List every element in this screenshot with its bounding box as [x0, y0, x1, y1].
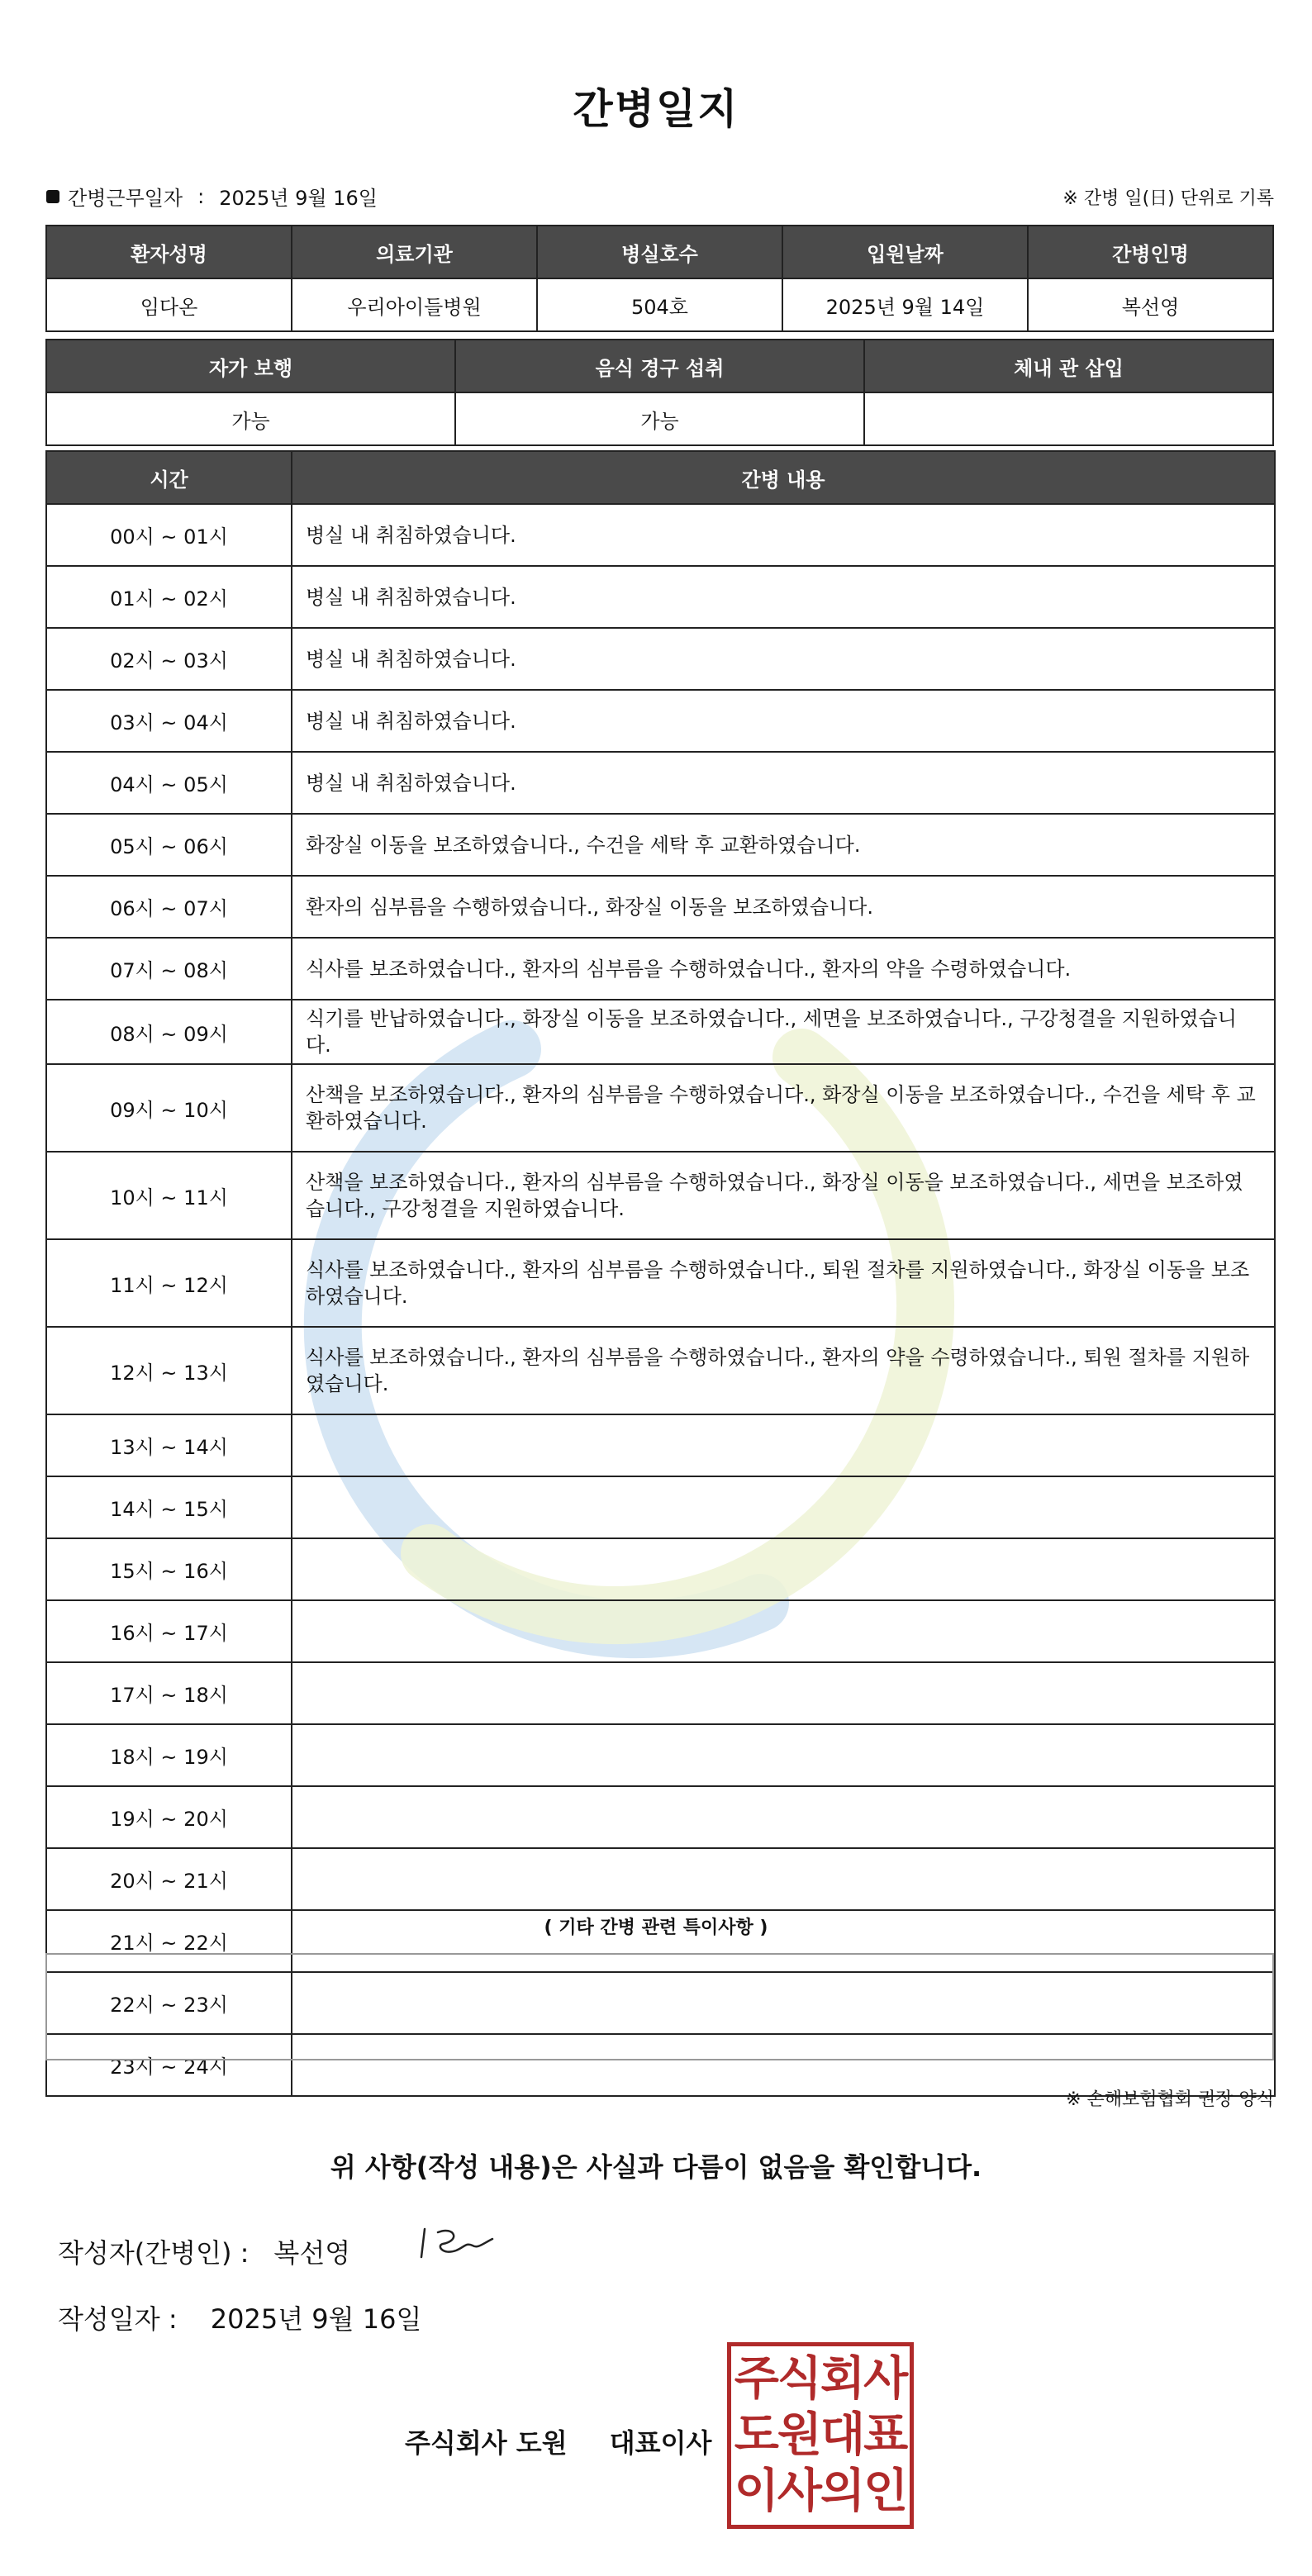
- header-oral-intake: 음식 경구 섭취: [455, 340, 864, 392]
- room-number: 504호: [537, 278, 782, 331]
- row-time: 10시 ~ 11시: [46, 1152, 292, 1239]
- row-time: 05시 ~ 06시: [46, 814, 292, 876]
- table-row: [46, 814, 1275, 876]
- table-row: [46, 690, 1275, 752]
- work-date-value: 2025년 9월 16일: [219, 187, 378, 210]
- seal-line: 도원대표: [734, 2408, 907, 2462]
- confirmation-statement: 위 사항(작성 내용)은 사실과 다름이 없음을 확인합니다.: [330, 2151, 982, 2183]
- row-content: [292, 1414, 1275, 1476]
- table-row: [46, 1476, 1275, 1538]
- row-content: [292, 1786, 1275, 1848]
- patient-info-table: [45, 225, 1274, 332]
- row-time: 13시 ~ 14시: [46, 1414, 292, 1476]
- row-time: 09시 ~ 10시: [46, 1064, 292, 1152]
- company-seal-icon: [727, 2342, 914, 2529]
- header-care-content: 간병 내용: [292, 451, 1275, 504]
- table-row: [46, 1786, 1275, 1848]
- row-time: 21시 ~ 22시: [46, 1910, 292, 1972]
- row-time: 12시 ~ 13시: [46, 1327, 292, 1414]
- self-walking-value: 가능: [46, 392, 455, 445]
- row-content: [292, 1538, 1275, 1600]
- table-row: [46, 876, 1275, 938]
- company-row: [405, 2422, 711, 2460]
- table-row: [46, 1600, 1275, 1662]
- row-content: 병실 내 취침하였습니다.: [292, 504, 1275, 566]
- table-row: [46, 1414, 1275, 1476]
- row-content: 산책을 보조하였습니다., 환자의 심부름을 수행하였습니다., 화장실 이동을 보조하였습니다., 수건을 세탁 후 교환하였습니다.: [292, 1064, 1275, 1152]
- row-content: 식사를 보조하였습니다., 환자의 심부름을 수행하였습니다., 환자의 약을 수령하였습니다.: [292, 938, 1275, 1000]
- table-row: [46, 938, 1275, 1000]
- table-row: [46, 752, 1275, 814]
- table-row: [46, 1662, 1275, 1724]
- header-admission-date: 입원날짜: [782, 226, 1028, 278]
- row-time: 16시 ~ 17시: [46, 1600, 292, 1662]
- special-notes-title: ( 기타 간병 관련 특이사항 ): [544, 1918, 768, 1938]
- work-date-separator: :: [197, 184, 205, 208]
- writer-label: 작성자(간병인) :: [58, 2237, 250, 2269]
- bullet-icon: [46, 190, 59, 203]
- row-content: 식사를 보조하였습니다., 환자의 심부름을 수행하였습니다., 퇴원 절차를 지원하였습니다., 화장실 이동을 보조하였습니다.: [292, 1239, 1275, 1327]
- row-content: 병실 내 취침하였습니다.: [292, 566, 1275, 628]
- header-caregiver: 간병인명: [1028, 226, 1273, 278]
- condition-table: [45, 339, 1274, 446]
- row-time: 03시 ~ 04시: [46, 690, 292, 752]
- row-time: 17시 ~ 18시: [46, 1662, 292, 1724]
- row-content: [292, 1662, 1275, 1724]
- row-time: 07시 ~ 08시: [46, 938, 292, 1000]
- work-date-row: [46, 182, 378, 211]
- seal-line: 이사의인: [734, 2464, 907, 2518]
- table-row: [46, 504, 1275, 566]
- row-content: [292, 1476, 1275, 1538]
- row-time: 02시 ~ 03시: [46, 628, 292, 690]
- row-content: 병실 내 취침하였습니다.: [292, 752, 1275, 814]
- row-time: 08시 ~ 09시: [46, 1000, 292, 1064]
- caregiver-name: 복선영: [1028, 278, 1273, 331]
- care-log-table: [45, 450, 1276, 2097]
- row-content: [292, 1600, 1275, 1662]
- company-representative: 대표이사: [609, 2427, 712, 2459]
- row-content: 식사를 보조하였습니다., 환자의 심부름을 수행하였습니다., 환자의 약을 수령하였습니다., 퇴원 절차를 지원하였습니다.: [292, 1327, 1275, 1414]
- header-self-walking: 자가 보행: [46, 340, 455, 392]
- table-row: [46, 1152, 1275, 1239]
- table-row: [46, 1239, 1275, 1327]
- hospital-name: 우리아이들병원: [292, 278, 537, 331]
- table-row: [46, 1327, 1275, 1414]
- written-date-label: 작성일자 :: [58, 2303, 178, 2335]
- table-row: [46, 1848, 1275, 1910]
- document-title: 간병일지: [573, 85, 739, 133]
- daily-record-note: ※ 간병 일(日) 단위로 기록: [1062, 188, 1274, 209]
- row-time: 19시 ~ 20시: [46, 1786, 292, 1848]
- row-time: 20시 ~ 21시: [46, 1848, 292, 1910]
- writer-name: 복선영: [273, 2237, 351, 2269]
- header-room: 병실호수: [537, 226, 782, 278]
- row-time: 14시 ~ 15시: [46, 1476, 292, 1538]
- header-time: 시간: [46, 451, 292, 504]
- row-time: 04시 ~ 05시: [46, 752, 292, 814]
- row-content: 병실 내 취침하였습니다.: [292, 690, 1275, 752]
- patient-name: 임다온: [46, 278, 292, 331]
- handwritten-signature-icon: [413, 2222, 504, 2264]
- table-row: [46, 1724, 1275, 1786]
- row-time: 18시 ~ 19시: [46, 1724, 292, 1786]
- table-row: [46, 566, 1275, 628]
- company-name: 주식회사 도원: [405, 2427, 568, 2459]
- row-content: 식기를 반납하였습니다., 화장실 이동을 보조하였습니다., 세면을 보조하였습니다., 구강청결을 지원하였습니다.: [292, 1000, 1275, 1064]
- special-notes-box: [45, 1953, 1274, 2060]
- row-content: 병실 내 취침하였습니다.: [292, 628, 1275, 690]
- written-date-value: 2025년 9월 16일: [210, 2303, 422, 2335]
- table-row: [46, 1538, 1275, 1600]
- row-time: 22시 ~ 23시: [46, 1972, 292, 2034]
- recommended-form-note: ※ 손해보험협회 권장 양식: [1066, 2089, 1274, 2110]
- row-time: 15시 ~ 16시: [46, 1538, 292, 1600]
- row-content: [292, 1848, 1275, 1910]
- row-content: 환자의 심부름을 수행하였습니다., 화장실 이동을 보조하였습니다.: [292, 876, 1275, 938]
- row-time: 11시 ~ 12시: [46, 1239, 292, 1327]
- admission-date: 2025년 9월 14일: [782, 278, 1028, 331]
- table-row: [46, 628, 1275, 690]
- row-time: 00시 ~ 01시: [46, 504, 292, 566]
- table-row: [46, 1000, 1275, 1064]
- row-content: [292, 1724, 1275, 1786]
- work-date-label: 간병근무일자: [68, 187, 183, 210]
- header-tube-insertion: 체내 관 삽입: [864, 340, 1273, 392]
- row-content: 화장실 이동을 보조하였습니다., 수건을 세탁 후 교환하였습니다.: [292, 814, 1275, 876]
- row-time: 23시 ~ 24시: [46, 2034, 292, 2096]
- row-time: 06시 ~ 07시: [46, 876, 292, 938]
- tube-insertion-value: [864, 392, 1273, 445]
- row-time: 01시 ~ 02시: [46, 566, 292, 628]
- table-row: [46, 1064, 1275, 1152]
- header-hospital: 의료기관: [292, 226, 537, 278]
- seal-line: 주식회사: [734, 2352, 907, 2406]
- written-date-row: [58, 2298, 421, 2336]
- oral-intake-value: 가능: [455, 392, 864, 445]
- writer-row: [58, 2232, 350, 2270]
- header-patient-name: 환자성명: [46, 226, 292, 278]
- row-content: 산책을 보조하였습니다., 환자의 심부름을 수행하였습니다., 화장실 이동을 보조하였습니다., 세면을 보조하였습니다., 구강청결을 지원하였습니다.: [292, 1152, 1275, 1239]
